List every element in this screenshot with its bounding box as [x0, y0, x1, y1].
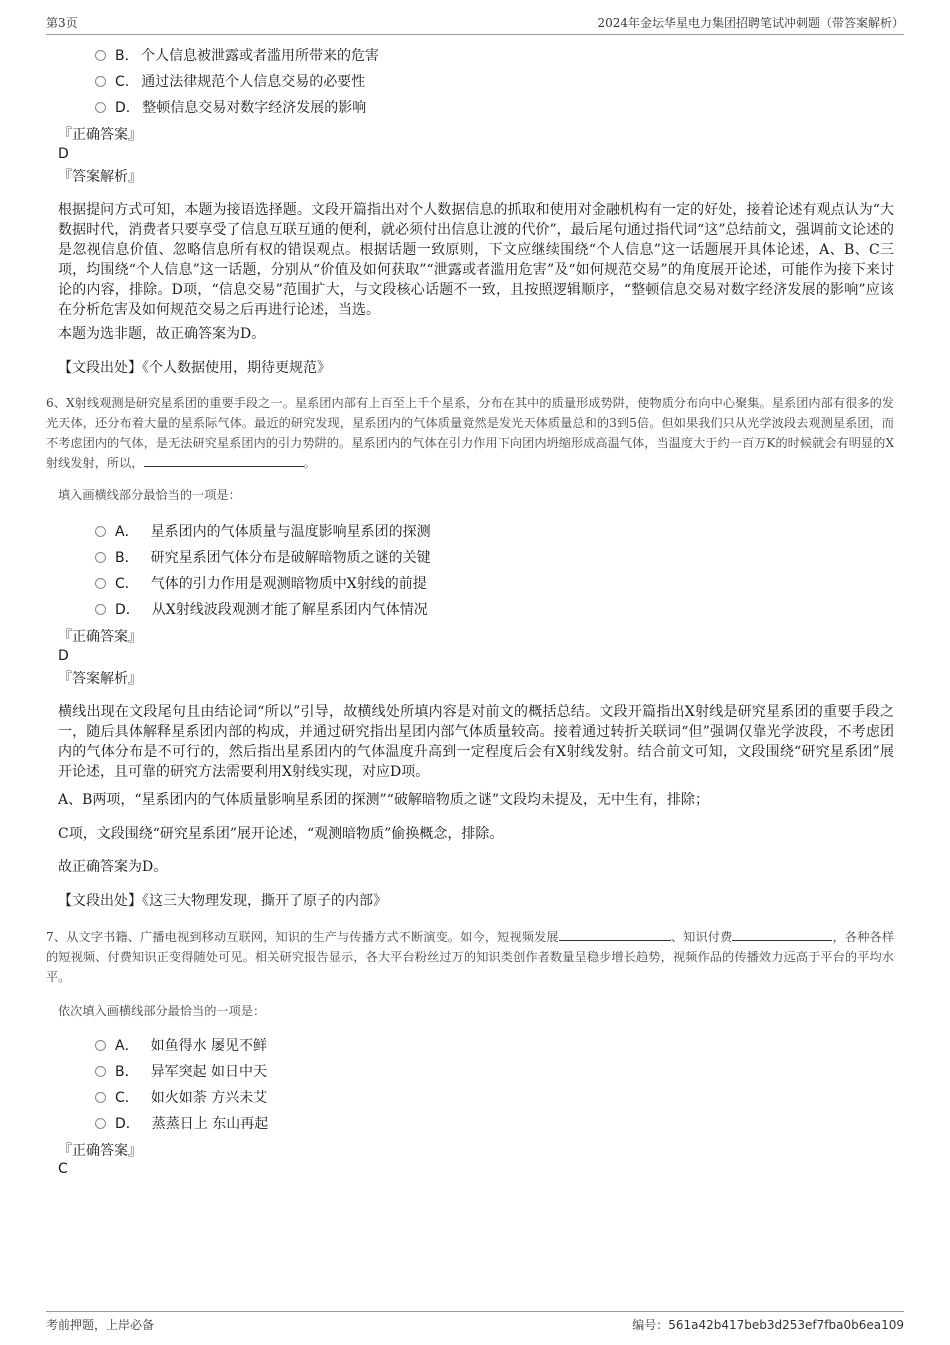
radio-icon[interactable] [95, 604, 106, 615]
q6-analysis: 横线出现在文段尾句且由结论词“所以”引导，故横线处所填内容是对前文的概括总结。文段开篇指出X射线是研究星系团的重要手段之一，随后具体解释星系团内部的构成，并通过研究指出星团内部气体质量较高。接着通过转折关联词“但”强调仅靠光学波段，不考虑团内的气体分布是不可行的，然后指出星系团内的气体温度升高到一定程度后会有X射线发射。结合前文可知，文段围绕“研究星系团”展开论述，且可靠的研究方法需要利用X射线实现，对应D项。 [58, 704, 894, 780]
radio-icon[interactable] [95, 552, 106, 563]
q7-option-b[interactable]: B． 异军突起 如日中天 [95, 1062, 267, 1082]
radio-icon[interactable] [95, 1040, 106, 1051]
q5-option-d[interactable]: D. 整顿信息交易对数字经济发展的影响 [95, 98, 366, 118]
radio-icon[interactable] [95, 1066, 106, 1077]
q6-analysis-c: C项，文段围绕“研究星系团”展开论述，“观测暗物质”偷换概念，排除。 [58, 826, 504, 842]
q6-conclusion: 故正确答案为D。 [58, 859, 168, 875]
radio-icon[interactable] [95, 1118, 106, 1129]
q6-option-c[interactable]: C． 气体的引力作用是观测暗物质中X射线的前提 [95, 574, 427, 594]
footer-slogan: 考前押题，上岸必备 [46, 1318, 155, 1332]
q6-answer: D [58, 648, 69, 664]
page-footer [46, 1311, 904, 1336]
q5-answer-label: 『正确答案』 [58, 127, 142, 143]
q6-instruction: 填入画横线部分最恰当的一项是： [58, 488, 241, 502]
q6-analysis-label: 『答案解析』 [58, 671, 142, 687]
radio-icon[interactable] [95, 578, 106, 589]
document-code: 编号：561a42b417beb3d253ef7fba0b6ea109 [632, 1318, 904, 1332]
q5-source: 【文段出处】《个人数据使用，期待更规范》 [58, 360, 331, 376]
q5-conclusion: 本题为选非题，故正确答案为D。 [58, 326, 266, 342]
q5-option-b[interactable]: B. 个人信息被泄露或者滥用所带来的危害 [95, 46, 379, 66]
page-number: 第3页 [46, 16, 78, 30]
q6-option-b[interactable]: B． 研究星系团气体分布是破解暗物质之谜的关键 [95, 548, 431, 568]
answer-blank [559, 928, 671, 941]
q6-stem: 6、X射线观测是研究星系团的重要手段之一。星系团内部有上百至上千个星系，分布在其中的质量形成势阱，使物质分布向中心聚集。星系团内部有很多的发光天体，还分布着大量的星系际气体。最近的研究发现，星系团内的气体质量竟然是发光天体质量总和的3到5倍。但如果我们只从光学波段去观测星系团，而不考虑团内的气体，是无法研究星系团内的引力势阱的。星系团内的气体在引力作用下向团内坍缩形成高温气体，当温度大于约一百万K的时候就会有明显的X射线发射，所以， 。 [46, 396, 894, 470]
q6-source: 【文段出处】《这三大物理发现，撕开了原子的内部》 [58, 893, 387, 909]
q6-answer-label: 『正确答案』 [58, 629, 142, 645]
answer-blank [732, 928, 832, 941]
document-title: 2024年金坛华星电力集团招聘笔试冲刺题（带答案解析） [597, 16, 904, 30]
radio-icon[interactable] [95, 1092, 106, 1103]
q5-analysis: 根据提问方式可知，本题为接语选择题。文段开篇指出对个人数据信息的抓取和使用对金融机构有一定的好处，接着论述有观点认为“大数据时代，消费者只要享受了信息互联互通的便利，就必须付出信息让渡的代价”，最后尾句通过指代词“这”总结前文，强调前文论述的是忽视信息价值、忽略信息所有权的错误观点。根据话题一致原则，下文应继续围绕“个人信息”这一话题展开具体论述，A、B、C三项，均围绕“个人信息”这一话题，分别从“价值及如何获取”“泄露或者滥用危害”及“如何规范交易”的角度展开论述，可能作为接下来讨论的内容，排除。D项，“信息交易”范围扩大，与文段核心话题不一致，且按照逻辑顺序，“整顿信息交易对数字经济发展的影响”应该在分析危害及如何规范交易之后再进行论述，当选。 [58, 202, 894, 318]
radio-icon[interactable] [95, 50, 106, 61]
radio-icon[interactable] [95, 102, 106, 113]
page-header [46, 14, 904, 35]
q5-option-c[interactable]: C. 通过法律规范个人信息交易的必要性 [95, 72, 365, 92]
answer-blank [144, 454, 304, 467]
q7-option-c[interactable]: C． 如火如荼 方兴未艾 [95, 1088, 267, 1108]
radio-icon[interactable] [95, 526, 106, 537]
q7-instruction: 依次填入画横线部分最恰当的一项是： [58, 1004, 266, 1018]
q7-option-a[interactable]: A． 如鱼得水 屡见不鲜 [95, 1036, 267, 1056]
q6-analysis-ab: A、B两项，“星系团内的气体质量影响星系团的探测”“破解暗物质之谜”文段均未提及，无中生有，排除； [58, 792, 710, 808]
q7-stem: 7、从文字书籍、广播电视到移动互联网，知识的生产与传播方式不断演变。如今，短视频发展 、知识付费 ，各种各样的短视频、付费知识正变得随处可见。相关研究报告显示，各大平台粉丝过万的知识类创作者数量呈稳步增长趋势，视频作品的传播效力远高于平台的平均水平。 [46, 930, 895, 984]
q7-answer: C [58, 1161, 68, 1177]
q7-answer-label: 『正确答案』 [58, 1143, 142, 1159]
q5-analysis-label: 『答案解析』 [58, 169, 142, 185]
radio-icon[interactable] [95, 76, 106, 87]
q6-option-d[interactable]: D． 从X射线波段观测才能了解星系团内气体情况 [95, 600, 428, 620]
q5-answer: D [58, 146, 69, 162]
q6-option-a[interactable]: A． 星系团内的气体质量与温度影响星系团的探测 [95, 522, 431, 542]
q7-option-d[interactable]: D． 蒸蒸日上 东山再起 [95, 1114, 268, 1134]
